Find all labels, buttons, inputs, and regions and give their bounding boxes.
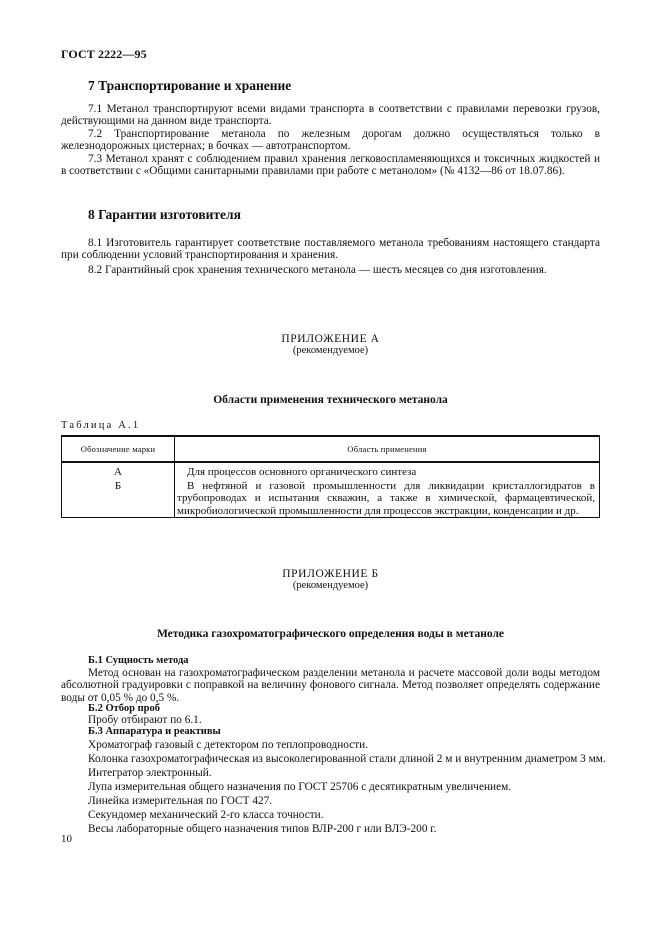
table-caption: Таблица А.1 (61, 420, 141, 431)
appendix-b-status: (рекомендуемое) (292, 580, 369, 591)
cell-mark: Б (62, 478, 175, 517)
equipment-item: Весы лабораторные общего назначения типов ВЛР-200 г или ВЛЭ-200 г. (88, 823, 437, 835)
equipment-item: Секундомер механический 2-го класса точности. (88, 809, 324, 821)
section-7-title: 7 Транспортирование и хранение (88, 78, 292, 93)
section-b1-text (61, 667, 600, 704)
paragraph-8-2-text: 8.2 Гарантийный срок хранения технического метанола — шесть месяцев со дня изготовления. (88, 264, 547, 276)
table-row (62, 478, 600, 517)
column-header-use: Область применения (175, 436, 600, 462)
appendix-a-status: (рекомендуемое) (292, 345, 369, 356)
equipment-item: Линейка измерительная по ГОСТ 427. (88, 795, 273, 807)
page-number: 10 (61, 833, 72, 845)
paragraph-7-2 (61, 128, 600, 153)
paragraph-7-1 (61, 103, 600, 128)
cell-use: В нефтяной и газовой промышленности для ликвидации кристаллогидратов в трубопроводах и испытания скважин, а также в химической, фармацевтической, микробиологической промышленности для процессов экстракции, конденсации и др. (175, 478, 600, 517)
paragraph-8-2 (61, 264, 600, 276)
document-header: ГОСТ 2222—95 (61, 47, 147, 61)
paragraph-8-1 (61, 237, 600, 262)
appendix-b-title: Методика газохроматографического определения воды в метаноле (156, 628, 505, 640)
paragraph-7-3 (61, 153, 600, 178)
equipment-item: Лупа измерительная общего назначения по ГОСТ 25706 с десятикратным увеличением. (88, 781, 512, 793)
equipment-item: Колонка газохроматографическая из высоколегированной стали длиной 2 м и внутренним диаметром 3 мм. (88, 753, 606, 765)
section-8-title: 8 Гарантии изготовителя (88, 207, 241, 222)
appendix-a-title: Области применения технического метанола (213, 394, 448, 406)
cell-use: Для процессов основного органического синтеза (175, 462, 600, 478)
paragraph-8-1-text: 8.1 Изготовитель гарантирует соответствие поставляемого метанола требованиям настоящего стандарта при соблюдении условий транспортирования и хранения. (61, 237, 600, 262)
table-header-row (62, 436, 600, 462)
equipment-item: Интегратор электронный. (88, 767, 212, 779)
table-row (62, 462, 600, 478)
appendix-b-label: ПРИЛОЖЕНИЕ Б (282, 568, 379, 580)
section-b2-title: Б.2 Отбор проб (88, 703, 160, 714)
grades-table (61, 435, 600, 518)
column-header-mark: Обозначение марки (62, 436, 175, 462)
section-b1-body: Метод основан на газохроматографическом разделении метанола и расчете массовой доли воды методом абсолютной градуировки с поправкой на величину фонового сигнала. Метод позволяет определять содержание воды от 0,05 % до 0,5 %. (61, 667, 600, 704)
paragraph-7-2-text: 7.2 Транспортирование метанола по железным дорогам должно осуществляться только в железнодорожных цистернах; в бочках — автотранспортом. (61, 128, 600, 153)
cell-mark: А (62, 462, 175, 478)
section-b3-title: Б.3 Аппаратура и реактивы (88, 726, 221, 737)
section-b2-text: Пробу отбирают по 6.1. (88, 714, 202, 726)
paragraph-7-3-text: 7.3 Метанол хранят с соблюдением правил хранения легковоспламеняющихся и токсичных жидкостей и в соответствии с «Общими санитарными правилами при работе с метанолом» (№ 4132—86 от 18.07.86). (61, 153, 600, 178)
equipment-item: Хроматограф газовый с детектором по теплопроводности. (88, 739, 369, 751)
appendix-a-label: ПРИЛОЖЕНИЕ А (281, 333, 380, 345)
section-b1-title: Б.1 Сущность метода (88, 655, 189, 666)
paragraph-7-1-text: 7.1 Метанол транспортируют всеми видами транспорта в соответствии с правилами перевозки грузов, действующими на данном виде транспорта. (61, 103, 600, 128)
